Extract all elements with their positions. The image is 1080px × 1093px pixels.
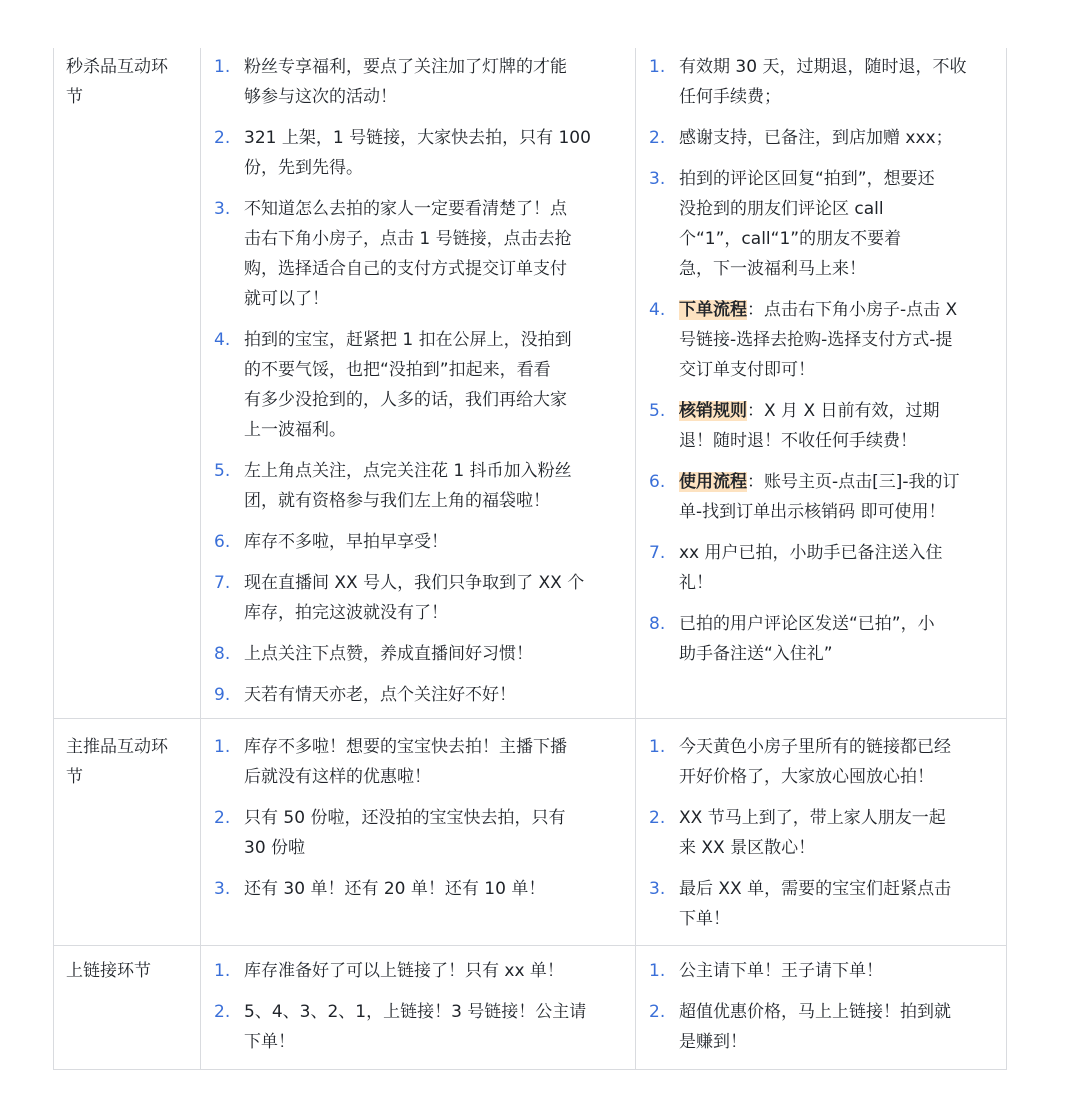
script-list [649,732,999,934]
list-number: 4. [214,330,231,350]
text-line: 上一波福利。 [244,420,346,440]
list-item [649,52,999,112]
list-number: 8. [214,644,231,664]
list-item-text [244,194,629,314]
row-flash-sale-col1 [214,52,629,721]
list-number: 3. [214,199,231,219]
row-label-line: 上链接环节 [66,961,151,981]
list-item [214,732,629,792]
text-line: 感谢支持，已备注，到店加赠 xxx； [679,128,953,148]
text-line: 就可以了！ [244,289,329,309]
list-item-text [679,874,999,934]
text-line: 团，就有资格参与我们左上角的福袋啦！ [244,491,550,511]
text-line: 够参与这次的活动！ [244,87,397,107]
list-number: 2. [214,1002,231,1022]
list-number: 3. [649,879,666,899]
list-item-text [679,467,999,527]
list-item [214,956,629,986]
text-line: 不知道怎么去拍的家人一定要看清楚了！点 [244,199,567,219]
text-line: 礼！ [679,573,713,593]
list-item-text [244,325,629,445]
text-line: 左上角点关注，点完关注花 1 抖币加入粉丝 [244,461,572,481]
list-number: 5. [649,401,666,421]
text-line: 粉丝专享福利，要点了关注加了灯牌的才能 [244,57,567,77]
list-item [649,956,999,986]
list-number: 7. [649,543,666,563]
list-item [214,325,629,445]
script-list [214,732,629,904]
row-label-line: 主推品互动环 [66,737,168,757]
list-item [214,194,629,314]
list-item-text [679,123,999,153]
row-label-flash-sale [66,52,191,112]
list-number: 3. [214,879,231,899]
text-line: 拍到的评论区回复“拍到”，想要还 [679,169,935,189]
list-number: 9. [214,685,231,705]
list-item-text [679,538,999,598]
text-line [679,467,999,497]
list-item-text [244,997,629,1057]
text-line: XX 节马上到了，带上家人朋友一起 [679,808,946,828]
list-item [649,538,999,598]
text-line: xx 用户已拍，小助手已备注送入住 [679,543,943,563]
list-number: 7. [214,573,231,593]
list-number: 1. [649,737,666,757]
list-item [649,732,999,792]
list-item [649,467,999,527]
text-line: 个“1”，call“1”的朋友不要着 [679,229,902,249]
text-line: 急，下一波福利马上来！ [679,259,866,279]
list-number: 2. [649,128,666,148]
list-item [649,803,999,863]
list-number: 1. [214,737,231,757]
text-line-rest: ：点击右下角小房子-点击 X [747,300,958,320]
list-item-text [244,456,629,516]
text-line: 库存，拍完这波就没有了！ [244,603,448,623]
list-item [214,52,629,112]
text-line: 库存准备好了可以上链接了！只有 xx 单！ [244,961,564,981]
table-border-right [1006,48,1007,1070]
list-item-text [244,803,629,863]
list-item [649,164,999,284]
list-item-text [244,52,629,112]
list-number: 8. [649,614,666,634]
text-line: 开好价格了，大家放心囤放心拍！ [679,767,934,787]
table-border-bottom [53,1069,1007,1070]
list-item [214,803,629,863]
script-list [649,52,999,669]
text-line: 有多少没抢到的，人多的话，我们再给大家 [244,390,567,410]
highlight-keyword: 核销规则 [679,401,747,421]
text-line: 下单！ [679,909,730,929]
list-item-text [679,52,999,112]
list-item-text [679,609,999,669]
highlight-keyword: 下单流程 [679,300,747,320]
list-item-text [244,568,629,628]
text-line: 单-找到订单出示核销码 即可使用！ [679,502,946,522]
row-main-product-col2 [649,732,999,945]
text-line: 份，先到先得。 [244,158,363,178]
table-border-left [53,48,54,1070]
text-line: 没抢到的朋友们评论区 call [679,199,884,219]
text-line: 超值优惠价格，马上上链接！拍到就 [679,1002,951,1022]
list-item-text [679,295,999,385]
list-item-text [244,527,629,557]
row-label-link-launch [66,956,191,986]
text-line: 公主请下单！王子请下单！ [679,961,883,981]
list-item-text [244,732,629,792]
text-line: 拍到的宝宝，赶紧把 1 扣在公屏上，没拍到 [244,330,572,350]
text-line: 后就没有这样的优惠啦！ [244,767,431,787]
row-link-launch-col1 [214,956,629,1068]
script-list [214,52,629,710]
row-flash-sale-col2 [649,52,999,680]
list-item [214,456,629,516]
list-item [649,609,999,669]
text-line: 现在直播间 XX 号人，我们只争取到了 XX 个 [244,573,585,593]
row-divider-2 [53,945,1007,946]
list-number: 2. [214,128,231,148]
list-item [214,123,629,183]
list-item [649,997,999,1057]
list-item [214,997,629,1057]
list-item [214,639,629,669]
script-list [214,956,629,1057]
list-item [214,874,629,904]
text-line: 助手备注送“入住礼” [679,644,833,664]
row-label-line: 节 [66,87,83,107]
script-table [53,48,1007,1070]
text-line: 上点关注下点赞，养成直播间好习惯！ [244,644,533,664]
text-line: 下单！ [244,1032,295,1052]
text-line: 今天黄色小房子里所有的链接都已经 [679,737,951,757]
list-number: 1. [649,57,666,77]
text-line: 交订单支付即可！ [679,360,815,380]
list-item [214,680,629,710]
list-item-text [244,956,629,986]
list-number: 6. [649,472,666,492]
list-item-text [244,680,629,710]
text-line: 任何手续费； [679,87,781,107]
text-line: 库存不多啦！想要的宝宝快去拍！主播下播 [244,737,567,757]
text-line: 30 份啦 [244,838,306,858]
list-number: 1. [649,961,666,981]
list-number: 2. [649,1002,666,1022]
row-main-product-col1 [214,732,629,915]
row-label-main-product [66,732,191,792]
list-item-text [679,164,999,284]
text-line: 来 XX 景区散心！ [679,838,816,858]
list-item [649,295,999,385]
text-line: 321 上架，1 号链接，大家快去拍，只有 100 [244,128,591,148]
list-item-text [244,123,629,183]
text-line: 退！随时退！不收任何手续费！ [679,431,917,451]
text-line: 号链接-选择去抢购-选择支付方式-提 [679,330,953,350]
list-item [649,396,999,456]
text-line: 最后 XX 单，需要的宝宝们赶紧点击 [679,879,952,899]
list-item-text [679,396,999,456]
text-line: 5、4、3、2、1，上链接！3 号链接！公主请 [244,1002,587,1022]
text-line-rest: ：账号主页-点击[三]-我的订 [747,472,960,492]
list-number: 1. [214,57,231,77]
text-line: 已拍的用户评论区发送“已拍”，小 [679,614,935,634]
script-list [649,956,999,1057]
row-link-launch-col2 [649,956,999,1068]
list-item [214,568,629,628]
text-line [679,295,999,325]
list-number: 4. [649,300,666,320]
text-line-rest: ：X 月 X 日前有效，过期 [747,401,940,421]
text-line: 的不要气馁，也把“没拍到”扣起来，看看 [244,360,551,380]
list-item-text [244,874,629,904]
text-line [679,396,999,426]
list-item [214,527,629,557]
text-line: 击右下角小房子，点击 1 号链接，点击去抢 [244,229,572,249]
text-line: 是赚到！ [679,1032,747,1052]
text-line: 购，选择适合自己的支付方式提交订单支付 [244,259,567,279]
row-label-line: 节 [66,767,83,787]
text-line: 天若有情天亦老，点个关注好不好！ [244,685,516,705]
list-item [649,874,999,934]
text-line: 有效期 30 天，过期退，随时退，不收 [679,57,967,77]
text-line: 库存不多啦，早拍早享受！ [244,532,448,552]
list-item-text [679,997,999,1057]
list-item-text [679,732,999,792]
text-line: 只有 50 份啦，还没拍的宝宝快去拍，只有 [244,808,566,828]
list-item [649,123,999,153]
list-item-text [679,956,999,986]
list-number: 2. [214,808,231,828]
list-item-text [679,803,999,863]
list-number: 1. [214,961,231,981]
text-line: 还有 30 单！还有 20 单！还有 10 单！ [244,879,546,899]
list-number: 5. [214,461,231,481]
column-divider-2 [635,48,636,1070]
row-label-line: 秒杀品互动环 [66,57,168,77]
list-number: 3. [649,169,666,189]
column-divider-1 [200,48,201,1070]
list-item-text [244,639,629,669]
list-number: 6. [214,532,231,552]
highlight-keyword: 使用流程 [679,472,747,492]
list-number: 2. [649,808,666,828]
